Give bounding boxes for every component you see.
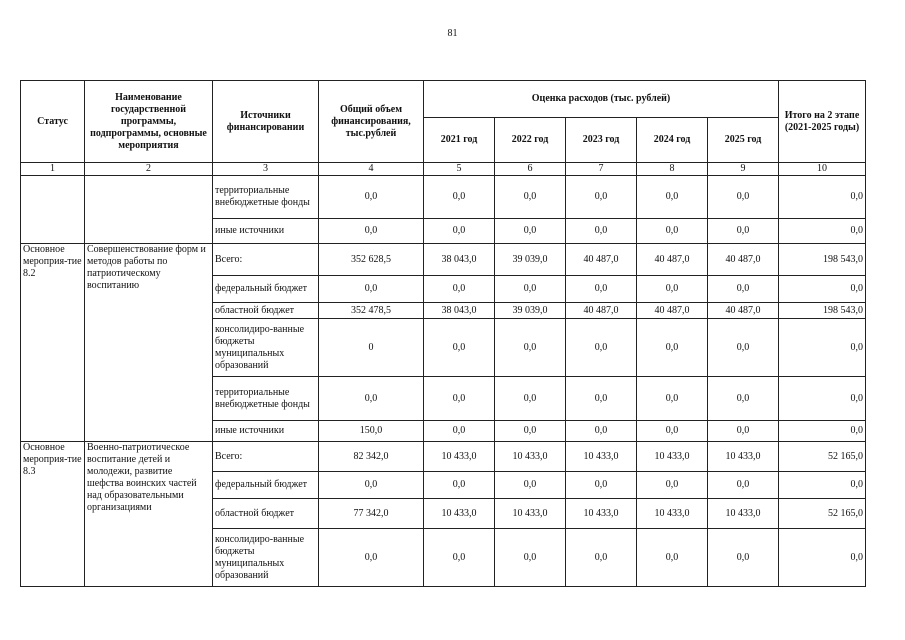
header-year: 2022 год <box>495 118 566 163</box>
status-cell <box>21 176 85 244</box>
name-cell: Военно-патриотическое воспитание детей и молодежи, развитие шефства воинских частей над образовательными организациями <box>85 442 213 587</box>
year-cell: 0,0 <box>637 319 708 377</box>
year-cell: 10 433,0 <box>708 499 779 529</box>
year-cell: 0,0 <box>708 377 779 421</box>
year-cell: 10 433,0 <box>708 442 779 472</box>
year-cell: 40 487,0 <box>708 303 779 319</box>
year-cell: 10 433,0 <box>637 442 708 472</box>
column-number: 9 <box>708 163 779 176</box>
year-cell: 10 433,0 <box>495 499 566 529</box>
year-cell: 0,0 <box>708 176 779 219</box>
header-year: 2024 год <box>637 118 708 163</box>
source-cell: областной бюджет <box>213 499 319 529</box>
column-number-row <box>21 163 866 176</box>
year-cell: 40 487,0 <box>566 244 637 276</box>
year-cell: 0,0 <box>424 529 495 587</box>
year-cell: 10 433,0 <box>424 499 495 529</box>
total-cell: 352 628,5 <box>319 244 424 276</box>
stage-total-cell: 52 165,0 <box>779 442 866 472</box>
header-stage-total: Итого на 2 этапе (2021-2025 годы) <box>779 81 866 163</box>
total-cell: 352 478,5 <box>319 303 424 319</box>
stage-total-cell: 52 165,0 <box>779 499 866 529</box>
year-cell: 0,0 <box>495 472 566 499</box>
table-row <box>21 176 866 219</box>
year-cell: 0,0 <box>566 421 637 442</box>
year-cell: 0,0 <box>566 319 637 377</box>
stage-total-cell: 0,0 <box>779 276 866 303</box>
year-cell: 0,0 <box>566 276 637 303</box>
column-number: 4 <box>319 163 424 176</box>
year-cell: 39 039,0 <box>495 303 566 319</box>
year-cell: 0,0 <box>708 421 779 442</box>
year-cell: 10 433,0 <box>495 442 566 472</box>
stage-total-cell: 0,0 <box>779 472 866 499</box>
year-cell: 0,0 <box>708 529 779 587</box>
source-cell: иные источники <box>213 421 319 442</box>
year-cell: 0,0 <box>637 472 708 499</box>
year-cell: 0,0 <box>566 176 637 219</box>
year-cell: 0,0 <box>637 176 708 219</box>
header-sources: Источники финансировании <box>213 81 319 163</box>
year-cell: 0,0 <box>495 529 566 587</box>
source-cell: иные источники <box>213 219 319 244</box>
status-cell: Основное мероприя-тие 8.3 <box>21 442 85 587</box>
total-cell: 0,0 <box>319 276 424 303</box>
stage-total-cell: 198 543,0 <box>779 244 866 276</box>
year-cell: 0,0 <box>708 472 779 499</box>
year-cell: 40 487,0 <box>637 244 708 276</box>
stage-total-cell: 0,0 <box>779 421 866 442</box>
year-cell: 10 433,0 <box>424 442 495 472</box>
status-cell: Основное мероприя-тие 8.2 <box>21 244 85 442</box>
total-cell: 0,0 <box>319 529 424 587</box>
year-cell: 0,0 <box>708 319 779 377</box>
year-cell: 0,0 <box>566 472 637 499</box>
source-cell: консолидиро-ванные бюджеты муниципальных образований <box>213 529 319 587</box>
total-cell: 0,0 <box>319 472 424 499</box>
year-cell: 0,0 <box>424 176 495 219</box>
column-number: 5 <box>424 163 495 176</box>
total-cell: 0,0 <box>319 377 424 421</box>
year-cell: 0,0 <box>637 276 708 303</box>
header-year: 2023 год <box>566 118 637 163</box>
year-cell: 0,0 <box>566 529 637 587</box>
total-cell: 0,0 <box>319 219 424 244</box>
year-cell: 0,0 <box>566 219 637 244</box>
stage-total-cell: 0,0 <box>779 319 866 377</box>
year-cell: 0,0 <box>424 219 495 244</box>
column-number: 10 <box>779 163 866 176</box>
table-row <box>21 244 866 276</box>
year-cell: 0,0 <box>637 219 708 244</box>
year-cell: 0,0 <box>424 377 495 421</box>
year-cell: 38 043,0 <box>424 244 495 276</box>
year-cell: 0,0 <box>424 276 495 303</box>
header-year: 2025 год <box>708 118 779 163</box>
header-status: Статус <box>21 81 85 163</box>
stage-total-cell: 0,0 <box>779 529 866 587</box>
stage-total-cell: 198 543,0 <box>779 303 866 319</box>
source-cell: областной бюджет <box>213 303 319 319</box>
year-cell: 0,0 <box>495 319 566 377</box>
column-number: 1 <box>21 163 85 176</box>
total-cell: 82 342,0 <box>319 442 424 472</box>
page-number: 81 <box>447 28 458 39</box>
year-cell: 0,0 <box>708 219 779 244</box>
header-total: Общий объем финансирования, тыс.рублей <box>319 81 424 163</box>
total-cell: 0 <box>319 319 424 377</box>
source-cell: территориальные внебюджетные фонды <box>213 377 319 421</box>
header-year: 2021 год <box>424 118 495 163</box>
total-cell: 150,0 <box>319 421 424 442</box>
column-number: 7 <box>566 163 637 176</box>
source-cell: территориальные внебюджетные фонды <box>213 176 319 219</box>
source-cell: федеральный бюджет <box>213 472 319 499</box>
year-cell: 0,0 <box>424 472 495 499</box>
year-cell: 0,0 <box>495 219 566 244</box>
column-number: 2 <box>85 163 213 176</box>
year-cell: 0,0 <box>424 319 495 377</box>
year-cell: 0,0 <box>637 377 708 421</box>
year-cell: 10 433,0 <box>566 442 637 472</box>
column-number: 8 <box>637 163 708 176</box>
year-cell: 40 487,0 <box>708 244 779 276</box>
source-cell: консолидиро-ванные бюджеты муниципальных образований <box>213 319 319 377</box>
year-cell: 0,0 <box>566 377 637 421</box>
table-row <box>21 442 866 472</box>
year-cell: 0,0 <box>424 421 495 442</box>
year-cell: 0,0 <box>495 377 566 421</box>
year-cell: 0,0 <box>495 176 566 219</box>
name-cell: Совершенствование форм и методов работы по патриотическому воспитанию <box>85 244 213 442</box>
year-cell: 0,0 <box>495 421 566 442</box>
year-cell: 39 039,0 <box>495 244 566 276</box>
name-cell <box>85 176 213 244</box>
stage-total-cell: 0,0 <box>779 219 866 244</box>
year-cell: 38 043,0 <box>424 303 495 319</box>
stage-total-cell: 0,0 <box>779 176 866 219</box>
total-cell: 77 342,0 <box>319 499 424 529</box>
year-cell: 10 433,0 <box>637 499 708 529</box>
year-cell: 40 487,0 <box>566 303 637 319</box>
header-estimate: Оценка расходов (тыс. рублей) <box>424 81 779 118</box>
year-cell: 0,0 <box>637 529 708 587</box>
year-cell: 40 487,0 <box>637 303 708 319</box>
year-cell: 0,0 <box>495 276 566 303</box>
year-cell: 10 433,0 <box>566 499 637 529</box>
year-cell: 0,0 <box>708 276 779 303</box>
stage-total-cell: 0,0 <box>779 377 866 421</box>
header-name: Наименование государственной программы, подпрограммы, основные мероприятия <box>85 81 213 163</box>
source-cell: Всего: <box>213 244 319 276</box>
column-number: 3 <box>213 163 319 176</box>
source-cell: федеральный бюджет <box>213 276 319 303</box>
column-number: 6 <box>495 163 566 176</box>
year-cell: 0,0 <box>637 421 708 442</box>
total-cell: 0,0 <box>319 176 424 219</box>
budget-table <box>20 80 866 587</box>
source-cell: Всего: <box>213 442 319 472</box>
